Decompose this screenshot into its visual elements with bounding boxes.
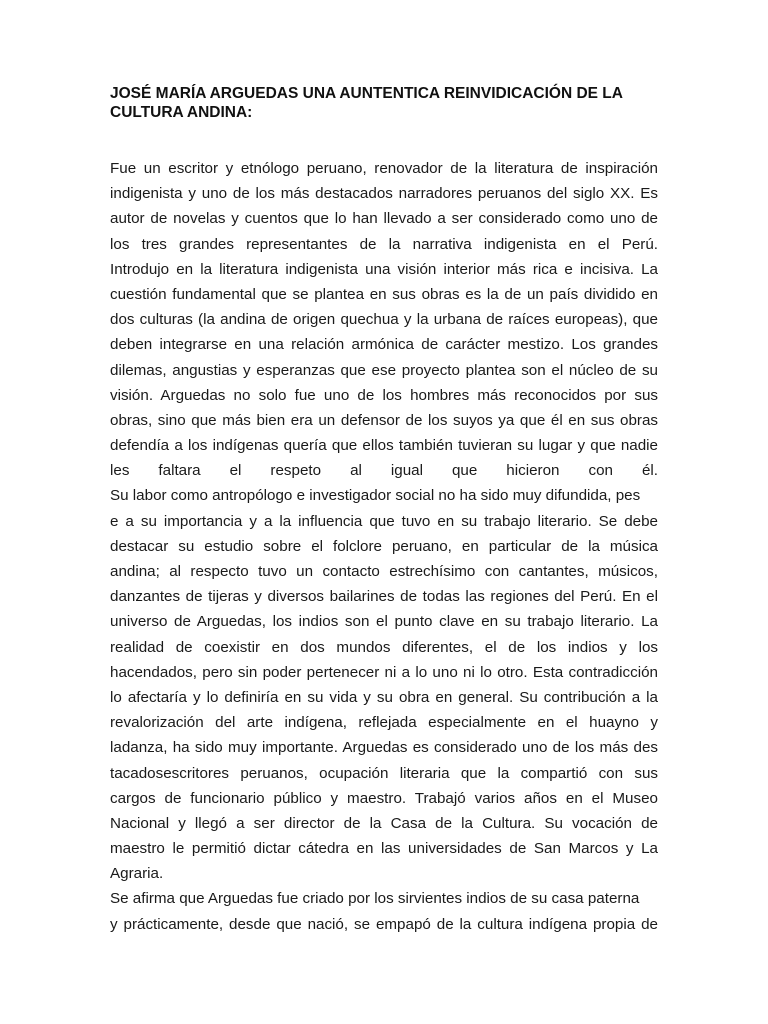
body-line: revalorización del arte indígena, reflejada especialmente en el huayno y	[110, 714, 658, 732]
body-line: obras, sino que más bien era un defensor de los suyos ya que él en sus obras	[110, 411, 658, 429]
body-line: cargos de funcionario público y maestro. Trabajó varios años en el Museo	[110, 789, 658, 807]
body-line: tacadosescritores peruanos, ocupación literaria que la compartió con sus	[110, 764, 658, 782]
body-line: realidad de coexistir en dos mundos diferentes, el de los indios y los	[110, 638, 658, 656]
body-line: dos culturas (la andina de origen quechua y la urbana de raíces europeas), que	[110, 311, 658, 329]
body-line: dilemas, angustias y esperanzas que ese proyecto plantea son el núcleo de su	[110, 361, 658, 379]
body-line: danzantes de tijeras y diversos bailarines de todas las regiones del Perú. En el	[110, 588, 658, 606]
body-line: Su labor como antropólogo e investigador social no ha sido muy difundida, pes	[110, 487, 641, 505]
body-line: y prácticamente, desde que nació, se empapó de la cultura indígena propia de	[110, 915, 658, 933]
body-line: e a su importancia y a la influencia que tuvo en su trabajo literario. Se debe	[110, 512, 658, 530]
body-line: destacar su estudio sobre el folclore peruano, en particular de la música	[110, 537, 658, 555]
body-line: los tres grandes representantes de la narrativa indigenista en el Perú.	[110, 235, 658, 253]
body-line: maestro le permitió dictar cátedra en las universidades de San Marcos y La	[110, 840, 658, 858]
body-line: defendía a los indígenas quería que ellos también tuvieran su lugar y que nadie	[110, 437, 658, 455]
body-line: lo afectaría y lo definiría en su vida y su obra en general. Su contribución a la	[110, 688, 658, 706]
body-line: andina; al respecto tuvo un contacto estrechísimo con cantantes, músicos,	[110, 563, 658, 580]
body-line: hacendados, pero sin poder pertenecer ni a lo uno ni lo otro. Esta contradicción	[110, 663, 658, 681]
body-line: les faltara el respeto al igual que hicieron con él.	[110, 462, 658, 480]
body-line: autor de novelas y cuentos que lo han llevado a ser considerado como uno de	[110, 210, 658, 228]
body-line: Fue un escritor y etnólogo peruano, renovador de la literatura de inspiración	[110, 160, 658, 177]
body-line: Agraria.	[110, 865, 164, 883]
body-line: ladanza, ha sido muy importante. Arguedas es considerado uno de los más des	[110, 739, 658, 757]
body-line: visión. Arguedas no solo fue uno de los hombres más reconocidos por sus	[110, 386, 658, 404]
body-line: Introdujo en la literatura indigenista una visión interior más rica e incisiva. La	[110, 260, 658, 278]
body-line: indigenista y uno de los más destacados narradores peruanos del siglo XX. Es	[110, 185, 658, 203]
title-line-1: JOSÉ MARÍA ARGUEDAS UNA AUNTENTICA REINVIDICACIÓN DE LA	[110, 85, 623, 102]
body-line: cuestión fundamental que se plantea en sus obras es la de un país dividido en	[110, 285, 658, 303]
document-title	[110, 84, 660, 122]
title-line-2: CULTURA ANDINA:	[110, 104, 253, 121]
body-line: Nacional y llegó a ser director de la Casa de la Cultura. Su vocación de	[110, 814, 658, 832]
body-line: Se afirma que Arguedas fue criado por los sirvientes indios de su casa paterna	[110, 890, 640, 908]
body-line: deben integrarse en una relación armónica de carácter mestizo. Los grandes	[110, 336, 658, 354]
document-body	[110, 156, 658, 937]
body-line: universo de Arguedas, los indios son el punto clave en su trabajo literario. La	[110, 613, 658, 631]
